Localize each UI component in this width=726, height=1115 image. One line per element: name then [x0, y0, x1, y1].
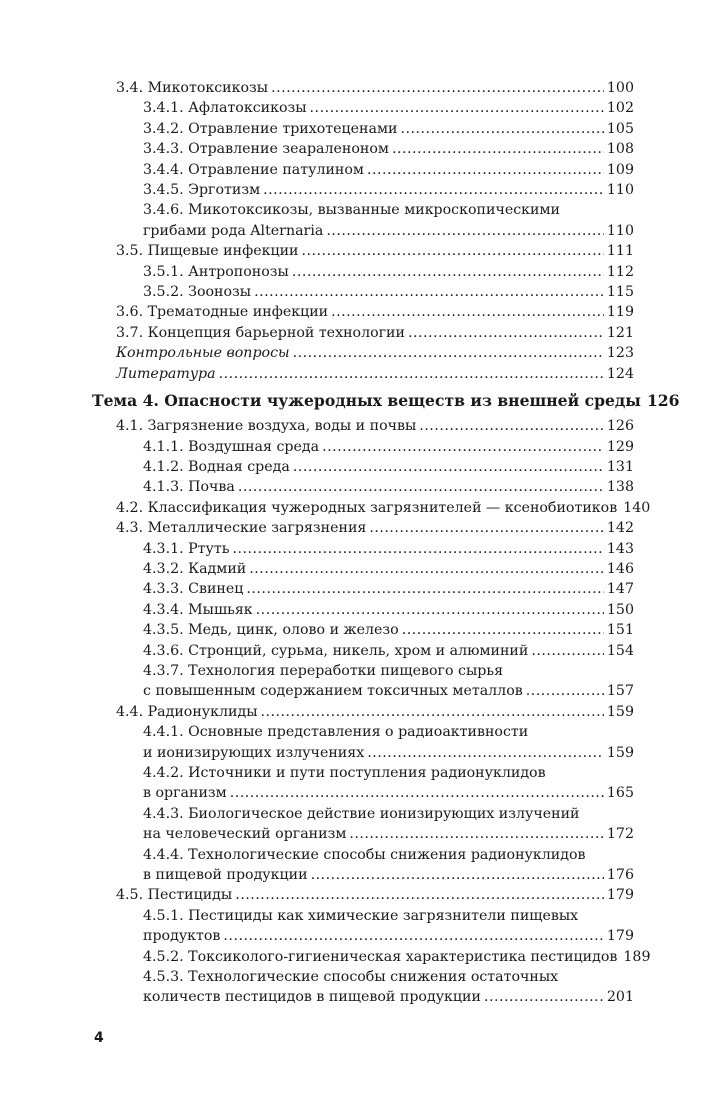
toc-entry-title: Литература: [116, 365, 216, 382]
dot-leader: [367, 160, 604, 180]
dot-leader: [261, 702, 604, 722]
toc-entry[interactable]: [143, 539, 634, 559]
toc-entry-title: 4.5. Пестициды: [116, 887, 233, 904]
toc-entry[interactable]: [143, 139, 634, 159]
toc-entry[interactable]: [143, 457, 634, 477]
toc-page-number: 146: [606, 560, 634, 577]
toc-page-number: 115: [606, 284, 634, 301]
dot-leader: [254, 282, 604, 302]
dot-leader: [302, 241, 604, 261]
toc-entry[interactable]: [143, 119, 634, 139]
toc-entry[interactable]: [116, 498, 651, 518]
toc-entry-title: 3.4.5. Эрготизм: [143, 182, 261, 199]
toc-entry-title: 3.5. Пищевые инфекции: [116, 243, 299, 260]
toc-entry[interactable]: [143, 620, 634, 640]
toc-entry-title-line: 4.4.4. Технологические способы снижения радионуклидов: [143, 846, 586, 863]
toc-entry[interactable]: [116, 343, 634, 363]
toc-entry-title-line: 4.4.2. Источники и пути поступления радионуклидов: [143, 765, 546, 781]
toc-entry-title: Контрольные вопросы: [116, 345, 290, 362]
toc-entry-title-line: 4.4.1. Основные представления о радиоактивности: [143, 724, 529, 741]
toc-entry-title: 4.3.2. Кадмий: [143, 560, 247, 577]
toc-page-number: 154: [606, 642, 634, 659]
toc-entry[interactable]: [116, 302, 634, 322]
toc-page-number: 179: [606, 887, 634, 904]
toc-page-number: 138: [606, 479, 634, 496]
toc-entry[interactable]: [143, 947, 651, 967]
toc-entry-title: 3.5.2. Зоонозы: [143, 284, 252, 301]
toc-entry-title: Тема 4. Опасности чужеродных веществ из внешней среды: [92, 391, 641, 411]
toc-page-number: 147: [606, 581, 634, 598]
toc-entry[interactable]: [143, 641, 634, 661]
toc-page-number: 176: [606, 867, 634, 884]
toc-entry-title: 4.3.1. Ртуть: [143, 540, 230, 557]
toc-entry-title: 4.3.3. Свинец: [143, 581, 244, 598]
toc-entry-title: 3.4.1. Афлатоксикозы: [143, 100, 307, 117]
toc-page-number: 111: [606, 243, 634, 260]
toc-page-number: 126: [646, 391, 680, 411]
toc-entry-title: 4.3. Металлические загрязнения: [116, 520, 367, 537]
toc-page-number: 150: [606, 601, 634, 618]
toc-entry[interactable]: [116, 241, 634, 261]
toc-page-number: 108: [606, 141, 634, 158]
toc-page-number: 157: [606, 683, 634, 700]
toc-entry-title: 3.4.3. Отравление зеараленоном: [143, 141, 389, 158]
toc-page-number: 165: [606, 785, 634, 802]
toc-entry-title: и ионизирующих излучениях: [143, 744, 365, 761]
dot-leader: [246, 579, 604, 599]
toc-page-number: 112: [606, 263, 634, 280]
toc-entry[interactable]: [116, 885, 634, 905]
toc-entry[interactable]: [143, 160, 634, 180]
toc-page-number: 159: [606, 744, 634, 761]
toc-entry-title-line: 3.4.6. Микотоксикозы, вызванные микроскопическими: [143, 202, 560, 219]
toc-page-number: 124: [606, 365, 634, 382]
toc-entry-title: 4.1.1. Воздушная среда: [143, 438, 320, 455]
toc-page-number: 172: [606, 826, 634, 843]
dot-leader: [238, 477, 604, 497]
page-number: 4: [94, 1030, 104, 1046]
toc-entry-title-line: 4.5.3. Технологические способы снижения остаточных: [143, 969, 559, 986]
dot-leader: [263, 180, 604, 200]
dot-leader: [526, 681, 604, 701]
toc-entry[interactable]: [143, 200, 634, 241]
dot-leader: [310, 98, 604, 118]
dot-leader: [392, 139, 604, 159]
toc-entry-title: 3.7. Концепция барьерной технологии: [116, 324, 405, 341]
toc-entry-title: количеств пестицидов в пищевой продукции: [143, 989, 481, 1006]
dot-leader: [484, 987, 604, 1007]
toc-entry-title: 4.4. Радионуклиды: [116, 703, 258, 720]
toc-chapter-entry[interactable]: [92, 390, 680, 412]
toc-page-number: 102: [606, 100, 634, 117]
toc-page-number: 151: [606, 622, 634, 639]
toc-entry[interactable]: [143, 804, 634, 845]
toc-entry[interactable]: [143, 180, 634, 200]
toc-entry-title: 3.6. Трематодные инфекции: [116, 304, 329, 321]
dot-leader: [292, 262, 604, 282]
dot-leader: [349, 824, 604, 844]
toc-entry-title: 4.2. Классификация чужеродных загрязнителей — ксенобиотиков: [116, 499, 618, 516]
toc-page-number: 110: [606, 222, 634, 239]
toc-entry-title: 4.3.6. Стронций, сурьма, никель, хром и алюминий: [143, 642, 529, 659]
toc-page-number: 129: [606, 438, 634, 455]
dot-leader: [408, 323, 604, 343]
toc-entry[interactable]: [143, 559, 634, 579]
toc-entry[interactable]: [143, 282, 634, 302]
toc-page-number: 119: [606, 304, 634, 321]
dot-leader: [249, 559, 604, 579]
dot-leader: [367, 743, 604, 763]
toc-entry-title: 4.3.5. Медь, цинк, олово и железо: [143, 622, 399, 639]
toc-page-number: 179: [606, 928, 634, 945]
toc-entry[interactable]: [143, 967, 634, 1008]
toc-entry[interactable]: [116, 702, 634, 722]
dot-leader: [402, 620, 604, 640]
toc-entry[interactable]: [143, 262, 634, 282]
dot-leader: [331, 302, 604, 322]
toc-entry[interactable]: [143, 845, 634, 886]
toc-entry-title: 4.1.2. Водная среда: [143, 458, 290, 475]
dot-leader: [230, 783, 604, 803]
toc-entry[interactable]: [116, 518, 634, 538]
toc-page-number: 110: [606, 182, 634, 199]
toc-entry[interactable]: [116, 364, 634, 384]
toc-entry-title: с повышенным содержанием токсичных металлов: [143, 683, 523, 700]
toc-page-number: 201: [606, 989, 634, 1006]
toc-page-number: 100: [606, 80, 634, 96]
toc-page-number: 121: [606, 324, 634, 341]
dot-leader: [326, 221, 604, 241]
dot-leader: [311, 865, 604, 885]
dot-leader: [232, 539, 603, 559]
toc-page-number: 140: [623, 499, 651, 516]
dot-leader: [235, 885, 604, 905]
toc-page-number: 189: [623, 948, 651, 965]
toc-entry[interactable]: [143, 477, 634, 497]
toc-entry[interactable]: [143, 661, 634, 702]
dot-leader: [256, 600, 604, 620]
toc-page-number: 143: [606, 540, 634, 557]
dot-leader: [369, 518, 604, 538]
dot-leader: [293, 457, 604, 477]
toc-page-number: 105: [606, 120, 634, 137]
toc-entry-title: 4.1. Загрязнение воздуха, воды и почвы: [116, 418, 417, 435]
toc-page-number: 131: [606, 458, 634, 475]
toc-entry-title: 3.4.2. Отравление трихотеценами: [143, 120, 398, 137]
toc-entry-title-line: 4.4.3. Биологическое действие ионизирующих излучений: [143, 805, 580, 822]
dot-leader: [223, 926, 603, 946]
toc-entry-title: на человеческий организм: [143, 826, 347, 843]
toc-entry[interactable]: [143, 579, 634, 599]
toc-entry[interactable]: [116, 416, 634, 436]
toc-page-number: 126: [606, 418, 634, 435]
toc-entry[interactable]: [143, 722, 634, 763]
toc-entry[interactable]: [143, 763, 634, 804]
toc-entry-title: 4.5.2. Токсиколого-гигиеническая характеристика пестицидов: [143, 948, 618, 965]
dot-leader: [293, 343, 604, 363]
toc-entry-title: 4.3.4. Мышьяк: [143, 601, 253, 618]
toc-entry-title: 3.4. Микотоксикозы: [116, 80, 269, 96]
toc-entry-title-line: 4.3.7. Технология переработки пищевого сырья: [143, 662, 504, 679]
dot-leader: [322, 437, 604, 457]
dot-leader: [219, 364, 604, 384]
toc-entry[interactable]: [143, 98, 634, 118]
toc-entry-title: 3.4.4. Отравление патулином: [143, 161, 364, 178]
dot-leader: [419, 416, 604, 436]
toc-entry[interactable]: [143, 600, 634, 620]
toc-entry-title: 4.1.3. Почва: [143, 479, 235, 496]
dot-leader: [400, 119, 603, 139]
toc-page-number: 109: [606, 161, 634, 178]
table-of-contents: [0, 78, 726, 1008]
toc-page-number: 123: [606, 345, 634, 362]
toc-entry-title: грибами рода Alternaria: [143, 222, 324, 239]
toc-entry-title: 3.5.1. Антропонозы: [143, 263, 289, 280]
toc-entry-title: в пищевой продукции: [143, 867, 308, 884]
toc-page-number: 142: [606, 520, 634, 537]
dot-leader: [531, 641, 604, 661]
toc-page-number: 159: [606, 703, 634, 720]
toc-entry[interactable]: [143, 906, 634, 947]
toc-entry[interactable]: [116, 323, 634, 343]
toc-entry[interactable]: [116, 78, 634, 98]
toc-entry-title: продуктов: [143, 928, 221, 945]
toc-entry-title-line: 4.5.1. Пестициды как химические загрязнители пищевых: [143, 907, 579, 924]
toc-entry[interactable]: [143, 437, 634, 457]
toc-entry-title: в организм: [143, 785, 227, 802]
dot-leader: [271, 78, 604, 98]
